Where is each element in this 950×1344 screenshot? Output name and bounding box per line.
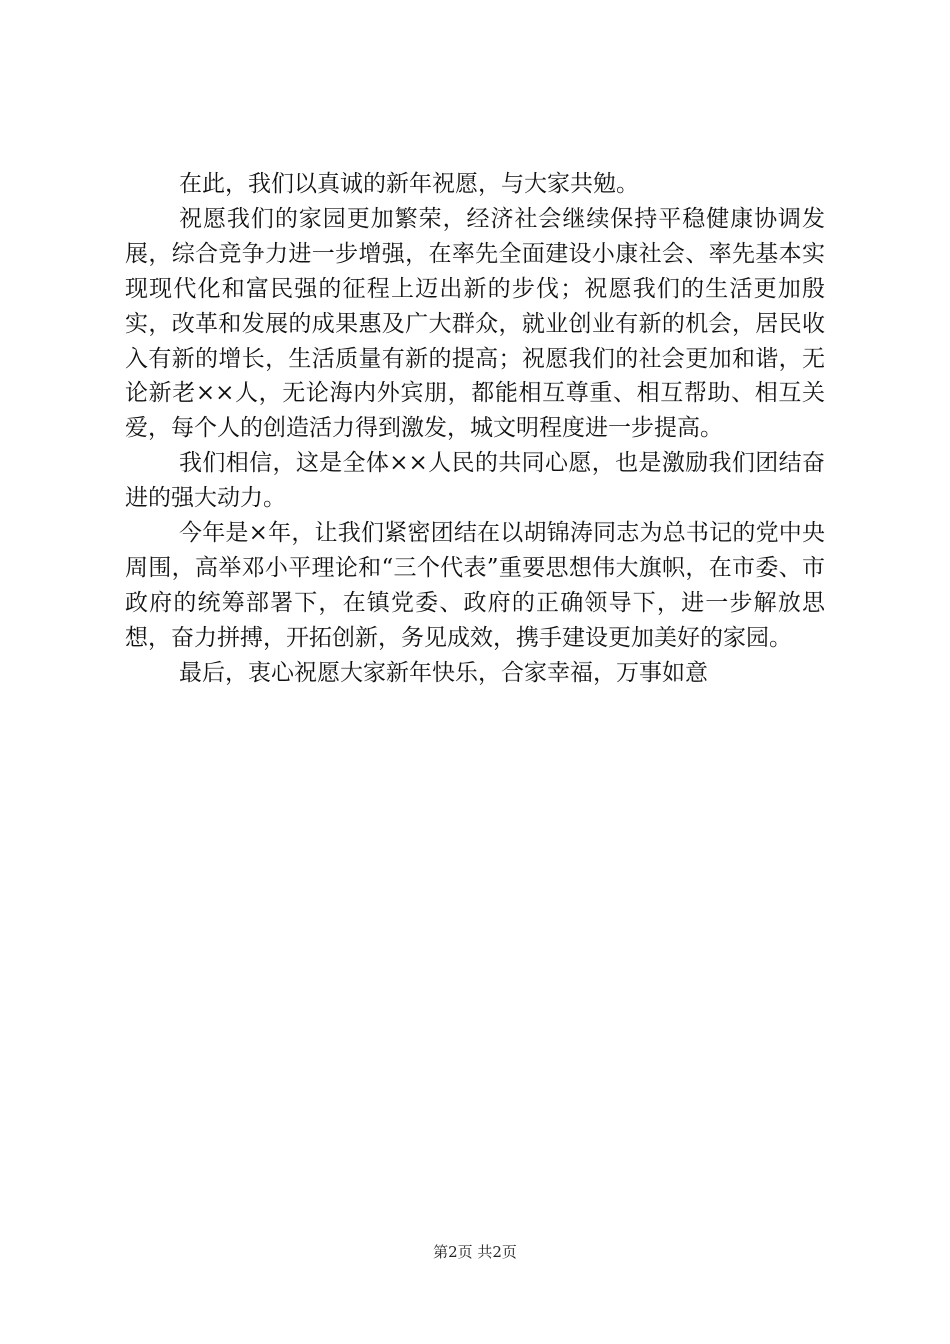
paragraph-2: 祝愿我们的家园更加繁荣，经济社会继续保持平稳健康协调发展，综合竞争力进一步增强，在率先全面建设小康社会、率先基本实现现代化和富民强的征程上迈出新的步伐；祝愿我们的生活更加殷实，改革和发展的成果惠及广大群众，就业创业有新的机会，居民收入有新的增长，生活质量有新的提高；祝愿我们的社会更加和谐，无论新老××人，无论海内外宾朋，都能相互尊重、相互帮助、相互关爱，每个人的创造活力得到激发，城文明程度进一步提高。 (125, 205, 825, 442)
paragraph-3: 我们相信，这是全体××人民的共同心愿，也是激励我们团结奋进的强大动力。 (125, 450, 825, 512)
paragraph-1: 在此，我们以真诚的新年祝愿，与大家共勉。 (179, 171, 639, 197)
paragraph-5: 最后，衷心祝愿大家新年快乐，合家幸福，万事如意 (179, 659, 708, 686)
document-body (125, 167, 825, 691)
page-number-footer: 第2页 共2页 (433, 1243, 517, 1261)
paragraph-4: 今年是×年，让我们紧密团结在以胡锦涛同志为总书记的党中央周围，高举邓小平理论和“三个代表”重要思想伟大旗帜，在市委、市政府的统筹部署下，在镇党委、政府的正确领导下，进一步解放思想，奋力拼搏，开拓创新，务见成效，携手建设更加美好的家园。 (125, 520, 825, 651)
